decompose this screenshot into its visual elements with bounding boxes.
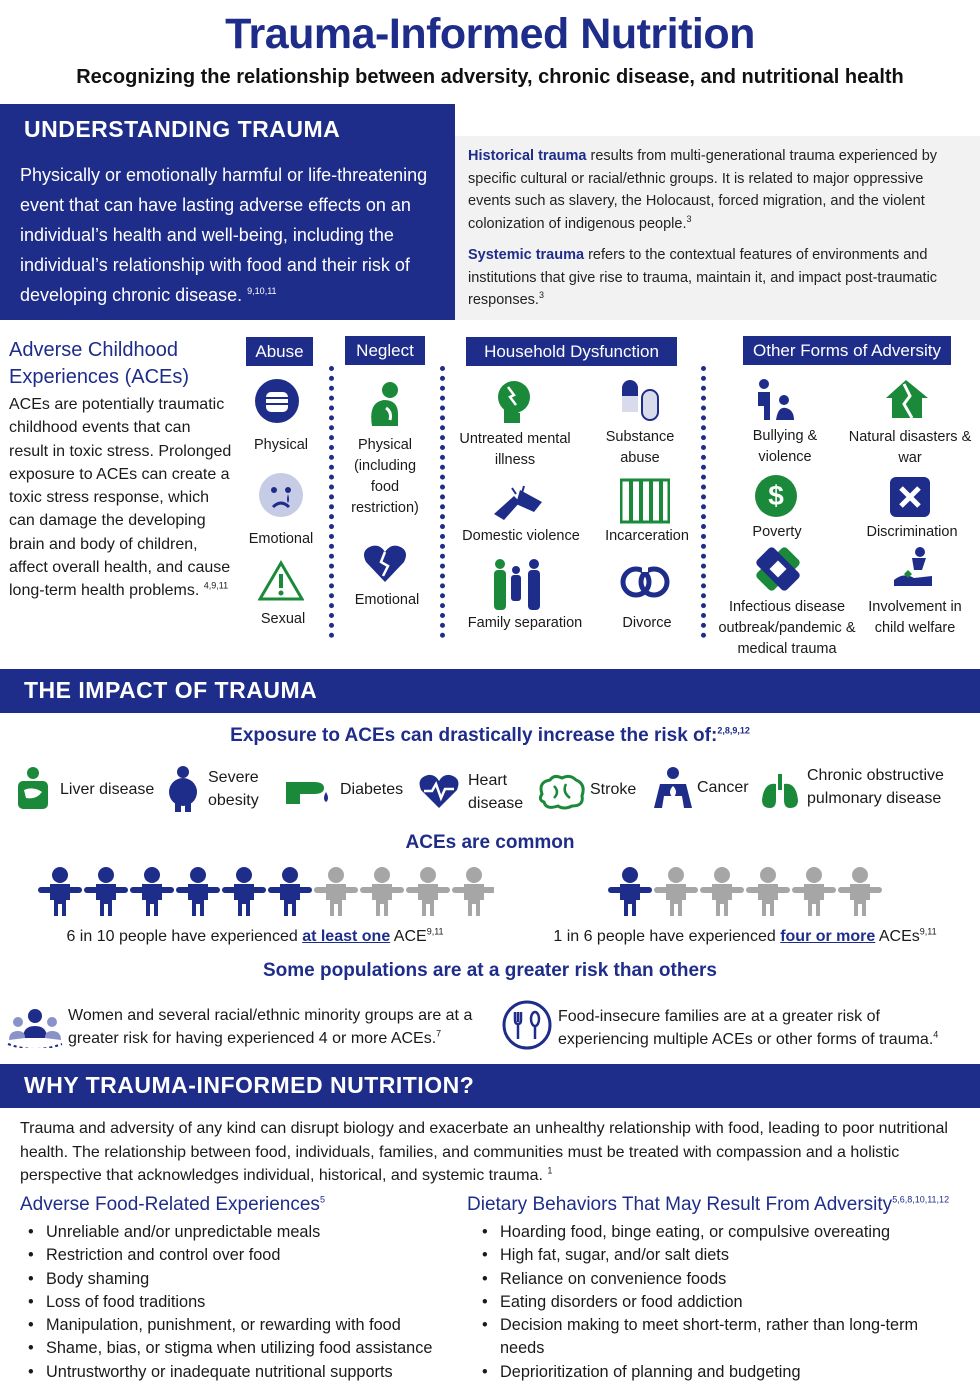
- abuse-emotional-label: Emotional: [248, 531, 314, 547]
- list-item: • Body shaming: [20, 1268, 465, 1291]
- infectious-disease-label: Infectious disease outbreak/pandemic & medical trauma: [718, 599, 856, 657]
- list-item: • Reliance on convenience foods: [474, 1268, 919, 1291]
- trauma-definition: [20, 160, 440, 310]
- list-item: • Manipulation, punishment, or rewarding with food: [20, 1314, 465, 1337]
- aces-description-text: ACEs are potentially traumatic childhood events that can result in toxic stress. Prolonged exposure to ACEs can create a toxic stress response, which can damage the developing brain and body of children, affect overall health, and cause long-term health problems.: [9, 396, 232, 600]
- historical-refs: 3: [686, 213, 692, 224]
- person-figure: [314, 867, 358, 916]
- food-experiences-heading: [20, 1194, 325, 1216]
- warning-icon: [258, 560, 304, 602]
- person-figure: [746, 867, 790, 916]
- list-item: • Hoarding food, binge eating, or compulsive overeating: [474, 1221, 919, 1244]
- list-item: • Restriction and control over food: [20, 1244, 465, 1267]
- aces-refs: 4,9,11: [203, 581, 229, 592]
- systemic-trauma-paragraph: [468, 244, 968, 312]
- bullying-icon: [754, 378, 798, 422]
- person-figure: [268, 867, 312, 916]
- risk-title-text: Exposure to ACEs can drastically increase the risk of:: [230, 725, 718, 746]
- food-experiences-list: [20, 1221, 465, 1381]
- pop1-refs: 7: [436, 1028, 442, 1039]
- food-experiences-title: Adverse Food-Related Experiences: [20, 1194, 320, 1215]
- risk-refs: 2,8,9,12: [717, 725, 750, 736]
- disease-heart: Heart disease: [468, 772, 524, 812]
- person-figure: [654, 867, 698, 916]
- divider: [701, 366, 706, 638]
- aces-common-title: ACEs are common: [405, 832, 575, 853]
- abuse-physical-label: Physical: [254, 437, 308, 453]
- systemic-trauma-term: Systemic trauma: [468, 247, 585, 263]
- crying-face-icon: [258, 472, 304, 518]
- why-intro-refs: 1: [547, 1165, 553, 1176]
- group-people-icon: [6, 1004, 64, 1048]
- person-figure: [84, 867, 128, 916]
- pop2-refs: 4: [933, 1029, 939, 1040]
- pop2-text: Food-insecure families are at a greater risk of experiencing multiple ACEs or other forms of trauma.: [558, 1008, 934, 1048]
- disease-copd: Chronic obstructive pulmonary disease: [807, 767, 944, 807]
- people-row-one-in-six: [608, 866, 884, 920]
- list-item: • Deprioritization of planning and budgeting: [474, 1361, 919, 1381]
- list-item: • Unreliable and/or unpredictable meals: [20, 1221, 465, 1244]
- population-women-minority: [68, 1004, 498, 1050]
- stat2-post: ACEs: [875, 928, 920, 945]
- broken-heart-icon: [362, 542, 408, 584]
- plate-utensils-icon: [502, 1000, 552, 1050]
- disease-obesity: Severe obesity: [208, 769, 259, 809]
- x-box-icon: [889, 476, 931, 518]
- lungs-icon: [760, 772, 800, 810]
- population-food-insecure: [558, 1005, 973, 1051]
- bandage-icon: [756, 544, 802, 594]
- page-subtitle: Recognizing the relationship between adversity, chronic disease, and nutritional health: [76, 66, 904, 88]
- list-item: • Eating disorders or food addiction: [474, 1291, 919, 1314]
- aces-description: [9, 393, 234, 603]
- list-item: • Shame, bias, or stigma when utilizing food assistance: [20, 1337, 465, 1360]
- stat1-pre: 6 in 10 people have experienced: [66, 928, 303, 945]
- historical-trauma-paragraph: [468, 145, 968, 235]
- stat1-post: ACE: [390, 928, 427, 945]
- domestic-violence-icon: [490, 484, 546, 524]
- category-household-dysfunction: Household Dysfunction: [466, 337, 677, 366]
- risk-title: [0, 725, 980, 747]
- stat1-emph: at least one: [302, 928, 391, 945]
- why-intro: [20, 1117, 965, 1188]
- family-icon: [488, 556, 548, 614]
- abuse-sexual-label: Sexual: [260, 611, 306, 627]
- systemic-trauma-text: refers to the contextual features of environments and institutions that give rise to trauma, maintain it, and impact post-traumatic responses.: [468, 247, 938, 308]
- person-figure: [130, 867, 174, 916]
- collapsed-house-icon: [882, 376, 936, 420]
- incarceration-label: Incarceration: [605, 528, 689, 544]
- historical-trauma-term: Historical trauma: [468, 148, 587, 164]
- fist-icon: [254, 378, 300, 424]
- list-item: • Loss of food traditions: [20, 1291, 465, 1314]
- person-figure: [792, 867, 836, 916]
- historical-trauma-text: results from multi-generational trauma experienced by specific cultural or racial/ethnic groups. It is related to major oppressive events such as slavery, the Holocaust, forced migration, and the violent colonization of indigenous people.: [468, 148, 938, 232]
- bullying-violence-label: Bullying & violence: [752, 428, 818, 465]
- list-item: • Decision making to meet short-term, rather than long-term needs: [474, 1314, 919, 1361]
- person-figure: [608, 867, 652, 916]
- category-neglect: Neglect: [345, 336, 425, 365]
- obesity-icon: [168, 766, 198, 812]
- natural-disasters-label: Natural disasters & war: [848, 429, 972, 466]
- poverty-label: Poverty: [752, 524, 802, 540]
- category-abuse: Abuse: [246, 337, 313, 366]
- page-title: Trauma-Informed Nutrition: [225, 10, 755, 58]
- person-figure: [838, 867, 882, 916]
- category-other-adversity: Other Forms of Adversity: [743, 336, 951, 365]
- dietary-behaviors-title: Dietary Behaviors That May Result From Adversity: [467, 1194, 893, 1215]
- systemic-refs: 3: [538, 290, 544, 301]
- list-item: • Untrustworthy or inadequate nutritional supports: [20, 1361, 465, 1381]
- cancer-ribbon-icon: [652, 766, 694, 810]
- divider: [329, 366, 334, 638]
- stat2-emph: four or more: [780, 928, 876, 945]
- dietary-behaviors-list: [474, 1221, 919, 1381]
- domestic-violence-label: Domestic violence: [462, 528, 580, 544]
- child-welfare-label: Involvement in child welfare: [868, 599, 962, 636]
- curled-child-icon: [362, 378, 408, 428]
- dollar-icon: [754, 474, 798, 518]
- disease-liver: Liver disease: [60, 781, 155, 798]
- disease-cancer: Cancer: [697, 779, 749, 796]
- jail-bars-icon: [620, 478, 670, 524]
- populations-title: Some populations are at a greater risk than others: [262, 960, 717, 981]
- pop1-text: Women and several racial/ethnic minority groups are at a greater risk for having experienced 4 or more ACEs.: [68, 1007, 473, 1047]
- disease-diabetes: Diabetes: [340, 781, 404, 798]
- impact-heading: THE IMPACT OF TRAUMA: [24, 677, 318, 703]
- stat1-refs: 9,11: [426, 926, 444, 937]
- untreated-mental-illness-label: Untreated mental illness: [459, 431, 571, 468]
- person-figure: [452, 867, 494, 916]
- head-storm-icon: [492, 377, 538, 425]
- list-item: • High fat, sugar, and/or salt diets: [474, 1244, 919, 1267]
- stat2-pre: 1 in 6 people have experienced: [553, 928, 781, 945]
- why-intro-text: Trauma and adversity of any kind can disrupt biology and exacerbate an unhealthy relationship with food, leading to poor nutritional health. The relationship between food, individuals, families, and communities must be treated with compassion and a holistic perspective that acknowledges individual, historical, and systemic trauma.: [20, 1120, 948, 1184]
- people-row-one-in-ten: [38, 866, 494, 920]
- glucose-finger-icon: [284, 772, 332, 808]
- person-figure: [176, 867, 220, 916]
- child-welfare-icon: [892, 546, 936, 590]
- person-figure: [360, 867, 404, 916]
- neglect-physical-label: Physical (including food restriction): [351, 437, 419, 516]
- understanding-heading: UNDERSTANDING TRAUMA: [24, 116, 341, 142]
- dietary-behaviors-heading: [467, 1194, 949, 1216]
- family-separation-label: Family separation: [467, 615, 583, 631]
- substance-abuse-label: Substance abuse: [605, 429, 675, 466]
- person-figure: [38, 867, 82, 916]
- broken-rings-icon: [618, 560, 672, 600]
- stat-at-least-one: [30, 928, 480, 946]
- discrimination-label: Discrimination: [866, 524, 958, 540]
- pills-icon: [618, 376, 664, 422]
- food-experiences-refs: 5: [319, 1194, 325, 1205]
- stat-four-or-more: [525, 928, 965, 946]
- definition-refs: 9,10,11: [247, 286, 277, 296]
- svg-text:$: $: [768, 480, 784, 511]
- person-figure: [222, 867, 266, 916]
- person-figure: [406, 867, 450, 916]
- why-heading: WHY TRAUMA-INFORMED NUTRITION?: [24, 1072, 475, 1098]
- dietary-behaviors-refs: 5,6,8,10,11,12: [892, 1194, 950, 1205]
- stat2-refs: 9,11: [919, 926, 937, 937]
- disease-stroke: Stroke: [590, 781, 637, 798]
- aces-heading: Adverse Childhood Experiences (ACEs): [9, 339, 190, 388]
- why-bar: [0, 1064, 980, 1108]
- person-figure: [700, 867, 744, 916]
- trauma-definition-text: Physically or emotionally harmful or life-threatening event that can have lasting adverse effects on an individual’s health and well-being, including the individual’s relationship with food and their risk of developing chronic disease.: [20, 165, 428, 305]
- neglect-emotional-label: Emotional: [354, 592, 420, 608]
- liver-person-icon: [16, 766, 50, 810]
- brain-icon: [536, 774, 586, 810]
- divorce-label: Divorce: [622, 615, 672, 631]
- impact-bar: [0, 669, 980, 713]
- divider: [440, 366, 445, 638]
- heart-pulse-icon: [418, 772, 460, 810]
